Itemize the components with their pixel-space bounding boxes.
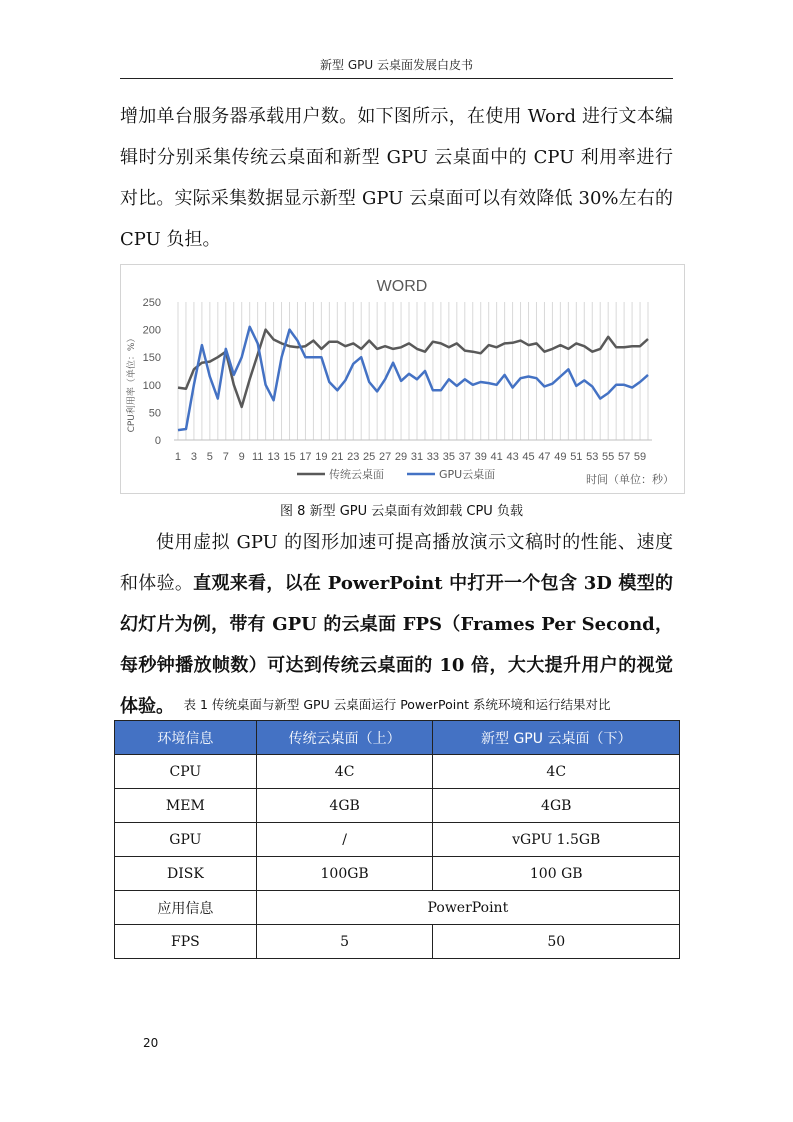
x-tick-label: 19 xyxy=(315,451,328,463)
x-tick-label: 17 xyxy=(299,451,312,463)
x-tick-label: 29 xyxy=(394,451,408,463)
y-axis-label: CPU利用率（单位：%） xyxy=(127,333,137,433)
header-env-info: 环境信息 xyxy=(115,721,257,755)
x-tick-label: 47 xyxy=(538,451,551,463)
x-tick-label: 1 xyxy=(174,451,182,463)
y-tick-label: 0 xyxy=(154,435,161,447)
table-cell: 4C xyxy=(433,755,680,789)
paragraph-powerpoint-normal: 使用虚拟 GPU 的图形加速可提高播放演示文稿时的性能、速度和体验。 xyxy=(120,532,673,594)
x-tick-label: 11 xyxy=(251,451,264,463)
x-tick-label: 53 xyxy=(586,451,599,463)
y-tick-label: 250 xyxy=(142,297,161,309)
table-cell: 100GB xyxy=(256,857,433,891)
x-tick-label: 35 xyxy=(442,451,455,463)
x-tick-label: 51 xyxy=(570,451,583,463)
chart-svg xyxy=(121,265,684,493)
x-tick-label: 57 xyxy=(617,451,631,463)
comparison-table xyxy=(114,720,680,959)
x-axis-label: 时间（单位：秒） xyxy=(586,473,674,486)
x-tick-label: 25 xyxy=(363,451,376,463)
header-gpu: 新型 GPU 云桌面（下） xyxy=(433,721,680,755)
table-cell: GPU xyxy=(115,823,257,857)
x-tick-label: 5 xyxy=(206,451,213,463)
y-tick-label: 150 xyxy=(142,352,161,365)
x-tick-label: 21 xyxy=(331,451,344,463)
figure-caption: 图 8 新型 GPU 云桌面有效卸载 CPU 负载 xyxy=(280,504,523,519)
table-row xyxy=(115,755,680,789)
x-tick-label: 49 xyxy=(554,451,567,463)
y-tick-label: 50 xyxy=(148,407,161,420)
x-tick-label: 33 xyxy=(426,451,440,463)
table-cell-merged: PowerPoint xyxy=(256,891,679,925)
series-line-1 xyxy=(178,327,648,430)
legend-label: 传统云桌面 xyxy=(329,468,384,481)
y-tick-label: 100 xyxy=(142,379,161,392)
table-cell: / xyxy=(256,823,433,857)
table-row xyxy=(115,891,680,925)
header-traditional: 传统云桌面（上） xyxy=(256,721,433,755)
paragraph-powerpoint-bold: 直观来看，以在 PowerPoint 中打开一个包含 3D 模型的幻灯片为例，带有 GPU 的云桌面 FPS（Frames Per Second，每秒钟播放帧数）可达到传统云桌面的 10 倍，大大提升用户的视觉体验。 xyxy=(120,573,674,717)
table-cell: vGPU 1.5GB xyxy=(433,823,680,857)
paragraph-intro: 增加单台服务器承载用户数。如下图所示，在使用 Word 进行文本编辑时分别采集传统云桌面和新型 GPU 云桌面中的 CPU 利用率进行对比。实际采集数据显示新型 GPU 云桌面可以有效降低 30%左右的 CPU 负担。 xyxy=(120,106,673,250)
table-header-row xyxy=(115,721,680,755)
series-line-0 xyxy=(178,330,648,407)
table-cell: 100 GB xyxy=(433,857,680,891)
table-cell: 50 xyxy=(433,925,680,959)
table-cell: 4GB xyxy=(256,789,433,823)
table-cell: 4C xyxy=(256,755,433,789)
x-tick-label: 55 xyxy=(602,451,615,463)
x-tick-label: 15 xyxy=(283,451,296,463)
table-cell: MEM xyxy=(115,789,257,823)
cpu-usage-chart xyxy=(120,264,685,494)
x-tick-label: 43 xyxy=(506,451,519,463)
x-tick-label: 27 xyxy=(378,451,392,463)
table-row xyxy=(115,789,680,823)
running-header: 新型 GPU 云桌面发展白皮书 xyxy=(320,58,473,72)
header-rule xyxy=(120,78,673,79)
x-tick-label: 3 xyxy=(190,451,197,463)
table-cell: 5 xyxy=(256,925,433,959)
x-tick-label: 41 xyxy=(490,451,503,463)
table-cell: FPS xyxy=(115,925,257,959)
x-tick-label: 31 xyxy=(410,451,424,463)
table-row xyxy=(115,925,680,959)
chart-title: WORD xyxy=(376,278,428,295)
y-tick-label: 200 xyxy=(142,324,161,337)
x-tick-label: 59 xyxy=(633,451,647,463)
table-caption: 表 1 传统桌面与新型 GPU 云桌面运行 PowerPoint 系统环境和运行结果对比 xyxy=(183,697,611,712)
x-tick-label: 7 xyxy=(222,451,229,463)
table-cell: CPU xyxy=(115,755,257,789)
page-number: 20 xyxy=(143,1036,159,1050)
table-row xyxy=(115,857,680,891)
legend-label: GPU云桌面 xyxy=(439,468,496,481)
x-tick-label: 39 xyxy=(474,451,487,463)
x-tick-label: 9 xyxy=(238,451,245,463)
x-tick-label: 37 xyxy=(458,451,471,463)
x-tick-label: 23 xyxy=(347,451,360,463)
x-tick-label: 45 xyxy=(522,451,535,463)
x-tick-label: 13 xyxy=(267,451,280,463)
table-cell: DISK xyxy=(115,857,257,891)
table-row xyxy=(115,823,680,857)
table-cell: 应用信息 xyxy=(115,891,257,925)
table-cell: 4GB xyxy=(433,789,680,823)
